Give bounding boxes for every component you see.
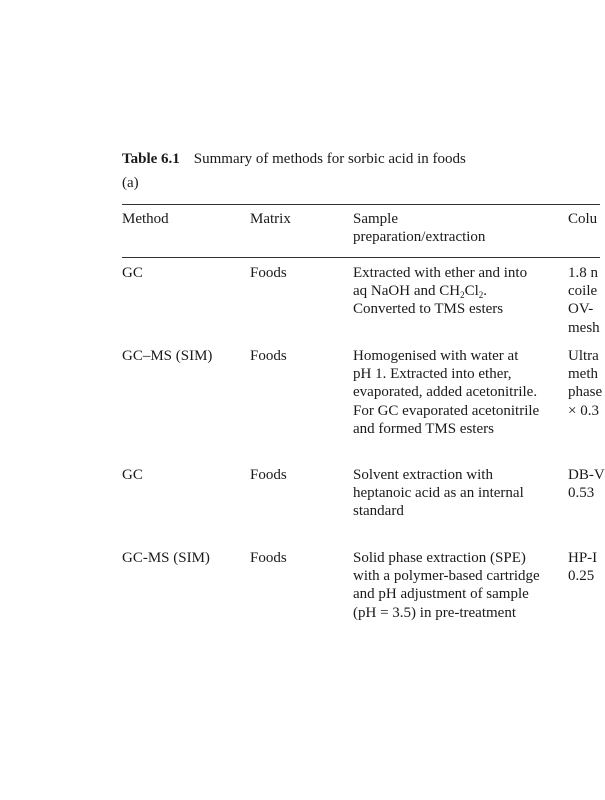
- sample-line: For GC evaporated acetonitrile: [353, 402, 540, 419]
- column-line: HP-I: [568, 550, 598, 566]
- sample-line: and pH adjustment of sample: [353, 586, 529, 603]
- header-column: Colu: [568, 211, 598, 227]
- sample-line: (pH = 3.5) in pre-treatment: [353, 604, 516, 621]
- row-3-matrix: Foods: [250, 467, 287, 483]
- row-1-column: [568, 264, 600, 337]
- sample-line: Solid phase extraction (SPE): [353, 550, 526, 566]
- table-number: Table 6.1: [122, 151, 180, 167]
- sample-line: standard: [353, 503, 404, 520]
- row-2-matrix: Foods: [250, 348, 287, 364]
- row-1-method: GC: [122, 265, 143, 281]
- column-line: mesh: [568, 319, 600, 336]
- sample-line: with a polymer-based cartridge: [353, 568, 540, 585]
- row-3-method: GC: [122, 467, 143, 483]
- subscript: 2: [460, 290, 465, 301]
- column-line: meth: [568, 366, 598, 383]
- sample-line: heptanoic acid as an internal: [353, 485, 524, 502]
- row-4-method: GC-MS (SIM): [122, 550, 210, 566]
- sample-line: Extracted with ether and into: [353, 265, 528, 281]
- header-bottom-rule: [122, 257, 600, 258]
- header-sample-line: preparation/extraction: [353, 229, 486, 246]
- sample-line: and formed TMS esters: [353, 420, 494, 437]
- row-2-sample: [353, 347, 539, 438]
- sample-line: pH 1. Extracted into ether,: [353, 366, 512, 383]
- column-line: 0.53: [568, 485, 595, 502]
- table-title: Summary of methods for sorbic acid in foods: [193, 151, 466, 167]
- row-2-column: [568, 347, 602, 420]
- column-line: coile: [568, 283, 598, 300]
- row-2-method: GC–MS (SIM): [122, 348, 213, 364]
- column-line: × 0.3: [568, 402, 599, 419]
- table-top-rule: [122, 204, 600, 205]
- text-run: Cl: [464, 283, 479, 300]
- header-method: Method: [122, 211, 169, 227]
- table-caption: [122, 151, 466, 168]
- sample-line: Solvent extraction with: [353, 467, 493, 483]
- text-run: aq NaOH and CH: [353, 283, 461, 300]
- sample-line: Converted to TMS esters: [353, 301, 504, 318]
- row-4-matrix: Foods: [250, 550, 287, 566]
- row-4-column: [568, 549, 597, 585]
- sample-line: evaporated, added acetonitrile.: [353, 384, 538, 401]
- column-line: DB-V: [568, 467, 605, 483]
- header-sample-line: Sample: [353, 211, 398, 227]
- column-line: phase: [568, 384, 603, 401]
- column-line: 0.25: [568, 568, 595, 585]
- column-line: Ultra: [568, 348, 599, 364]
- column-line: OV-: [568, 301, 594, 318]
- header-sample: [353, 210, 485, 246]
- table-part-label: (a): [122, 175, 139, 191]
- row-4-sample: [353, 549, 540, 622]
- header-matrix: Matrix: [250, 211, 291, 227]
- row-3-sample: [353, 466, 524, 521]
- row-1-matrix: Foods: [250, 265, 287, 281]
- row-1-sample: [353, 264, 527, 319]
- sample-line: Homogenised with water at: [353, 348, 519, 364]
- row-3-column: [568, 466, 605, 502]
- subscript: 2: [478, 290, 484, 301]
- column-line: 1.8 n: [568, 265, 598, 281]
- text-run: .: [483, 283, 487, 300]
- sample-line: [353, 282, 527, 300]
